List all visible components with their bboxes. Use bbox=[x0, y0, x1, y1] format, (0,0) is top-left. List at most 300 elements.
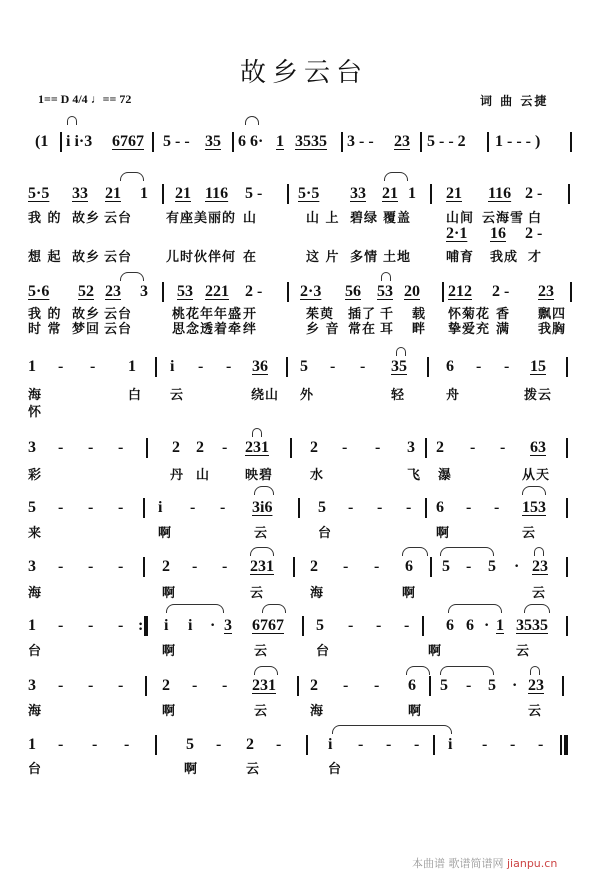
barline bbox=[566, 438, 568, 458]
note: 6 bbox=[466, 617, 474, 634]
repeat-dots: : bbox=[138, 617, 144, 634]
lyric: 千 bbox=[380, 307, 395, 322]
score-line-3 bbox=[0, 357, 608, 379]
note: 3 bbox=[407, 439, 415, 456]
note: 6 bbox=[446, 617, 454, 634]
lyric: 台 bbox=[318, 526, 333, 541]
barline bbox=[487, 132, 489, 152]
lyric: 怀菊花 bbox=[448, 307, 491, 322]
note: - bbox=[190, 499, 196, 516]
barline bbox=[427, 357, 429, 377]
note: 5 bbox=[488, 558, 496, 575]
lyric: 台 bbox=[28, 762, 43, 777]
lyric: 啊 bbox=[162, 704, 177, 719]
barline bbox=[287, 282, 289, 302]
final-barline-thin bbox=[560, 735, 562, 755]
note: 52 bbox=[78, 283, 94, 300]
barline bbox=[290, 438, 292, 458]
credits: 词 曲 云捷 bbox=[480, 94, 549, 108]
note: 23 bbox=[538, 283, 554, 300]
note: - bbox=[276, 736, 282, 753]
lyric: 哺育 bbox=[446, 250, 475, 265]
intro-line bbox=[0, 132, 608, 154]
lyric: 轻 bbox=[391, 388, 406, 403]
barline bbox=[566, 498, 568, 518]
note: 116 bbox=[488, 185, 512, 202]
note: 231 bbox=[250, 558, 274, 575]
lyric: 海 bbox=[28, 586, 43, 601]
note: 2·1 bbox=[446, 225, 468, 242]
note: - bbox=[494, 499, 500, 516]
note: - bbox=[88, 677, 94, 694]
lyric: 绕山 bbox=[251, 388, 280, 403]
note: 2 bbox=[196, 439, 204, 456]
note: · bbox=[210, 617, 216, 634]
lyric: 多情 bbox=[350, 250, 379, 265]
note: - bbox=[220, 499, 226, 516]
note: - bbox=[58, 439, 64, 456]
note: 2 bbox=[310, 558, 318, 575]
lyric: 海 bbox=[28, 388, 43, 403]
note: - bbox=[343, 558, 349, 575]
watermark-brand: jianpu.cn bbox=[507, 857, 558, 870]
note: 6 6· bbox=[238, 133, 264, 150]
note: - bbox=[348, 499, 354, 516]
lyric: 丹 bbox=[170, 468, 185, 483]
lyric: 土地 bbox=[383, 250, 412, 265]
lyric: 碧绿 bbox=[350, 211, 379, 226]
note: 221 bbox=[205, 283, 229, 300]
lyric: 外 bbox=[300, 388, 315, 403]
lyric: 云台 bbox=[104, 250, 133, 265]
note: - bbox=[466, 558, 472, 575]
note: 5 bbox=[442, 558, 450, 575]
note: 3 bbox=[140, 283, 148, 300]
note: 5·5 bbox=[28, 185, 50, 202]
note: 2 - bbox=[525, 185, 543, 202]
note: 2 - bbox=[525, 225, 543, 242]
note: 5·5 bbox=[298, 185, 320, 202]
barline bbox=[429, 676, 431, 696]
lyric: 云 bbox=[250, 586, 265, 601]
note: - bbox=[330, 358, 336, 375]
note: - bbox=[58, 617, 64, 634]
barline bbox=[146, 438, 148, 458]
lyric: 香 bbox=[496, 307, 511, 322]
note: 5 bbox=[488, 677, 496, 694]
lyric: 桃花年年盛 bbox=[172, 307, 243, 322]
lyric: 插了 bbox=[348, 307, 377, 322]
note: 3 bbox=[28, 558, 36, 575]
barline bbox=[422, 616, 424, 636]
note: 23 bbox=[394, 133, 410, 150]
lyric: 思念透着牵 bbox=[172, 322, 243, 337]
note: 36 bbox=[252, 358, 268, 375]
note: 6 bbox=[408, 677, 416, 694]
note: i bbox=[328, 736, 333, 753]
note: 23 bbox=[528, 677, 544, 694]
lyric: 耳 bbox=[380, 322, 395, 337]
lyric: 覆盖 bbox=[383, 211, 412, 226]
note: - bbox=[226, 358, 232, 375]
note: - bbox=[88, 439, 94, 456]
lyric: 海 bbox=[310, 704, 325, 719]
lyric: 故乡 bbox=[72, 307, 101, 322]
lyric: 云 bbox=[246, 762, 261, 777]
note: - bbox=[198, 358, 204, 375]
note: - bbox=[58, 499, 64, 516]
note: 2 bbox=[162, 558, 170, 575]
note: i bbox=[188, 617, 193, 634]
note: - bbox=[500, 439, 506, 456]
note: 5 - - 2 bbox=[427, 133, 466, 150]
note: 3i6 bbox=[252, 499, 273, 516]
lyric: 云 bbox=[522, 526, 537, 541]
lyric: 茱萸 bbox=[306, 307, 335, 322]
lyric: 白 bbox=[128, 388, 143, 403]
barline bbox=[433, 735, 435, 755]
note: - bbox=[192, 677, 198, 694]
note: i i·3 bbox=[66, 133, 93, 150]
lyric: 台 bbox=[316, 644, 331, 659]
key-time-tempo: 1== D 4/4 ♩== 72 bbox=[38, 92, 132, 106]
note: - bbox=[343, 677, 349, 694]
lyric: 有座美丽的 bbox=[166, 211, 237, 226]
lyric: 我成 bbox=[490, 250, 519, 265]
note: - bbox=[88, 499, 94, 516]
note: - bbox=[58, 677, 64, 694]
note: - bbox=[466, 499, 472, 516]
note: 1 bbox=[128, 358, 136, 375]
lyric: 云海雪 bbox=[482, 211, 525, 226]
score-line-8 bbox=[0, 676, 608, 698]
note: 5 bbox=[28, 499, 36, 516]
lyric: 载 bbox=[412, 307, 427, 322]
lyric: 我 的 bbox=[28, 307, 62, 322]
note: 2 bbox=[436, 439, 444, 456]
note: 3 bbox=[224, 617, 232, 634]
score-line-2 bbox=[0, 282, 608, 304]
note: 231 bbox=[245, 439, 269, 456]
lyric: 海 bbox=[310, 586, 325, 601]
lyric: 映碧 bbox=[245, 468, 274, 483]
note: - bbox=[192, 558, 198, 575]
note: 23 bbox=[532, 558, 548, 575]
lyric: 啊 bbox=[162, 586, 177, 601]
note: 21 bbox=[382, 185, 398, 202]
barline bbox=[162, 282, 164, 302]
lyric: 梦回 bbox=[72, 322, 101, 337]
note: 2 - bbox=[245, 283, 263, 300]
lyric: 啊 bbox=[162, 644, 177, 659]
barline bbox=[155, 357, 157, 377]
score-line-1 bbox=[0, 184, 608, 206]
lyric: 云 bbox=[254, 526, 269, 541]
note: - bbox=[476, 358, 482, 375]
barline bbox=[566, 616, 568, 636]
note: - bbox=[470, 439, 476, 456]
note: i bbox=[164, 617, 169, 634]
note: - bbox=[118, 617, 124, 634]
final-barline-thick bbox=[564, 735, 568, 755]
lyric: 台 bbox=[28, 644, 43, 659]
lyric: 开 bbox=[243, 307, 258, 322]
note: - bbox=[222, 558, 228, 575]
note: - bbox=[360, 358, 366, 375]
note: 2·3 bbox=[300, 283, 322, 300]
note: - bbox=[414, 736, 420, 753]
note: - bbox=[377, 499, 383, 516]
note: - bbox=[90, 358, 96, 375]
note: - bbox=[538, 736, 544, 753]
note: - bbox=[118, 558, 124, 575]
note: 1 bbox=[28, 358, 36, 375]
note: · bbox=[484, 617, 490, 634]
lyric: 云 bbox=[532, 586, 547, 601]
note: - bbox=[375, 439, 381, 456]
lyric: 我 的 bbox=[28, 211, 62, 226]
score-line-5 bbox=[0, 498, 608, 520]
note: · bbox=[514, 558, 520, 575]
note: i bbox=[158, 499, 163, 516]
note: 116 bbox=[205, 185, 229, 202]
note: 21 bbox=[175, 185, 191, 202]
lyric: 水 bbox=[310, 468, 325, 483]
lyric: 山 bbox=[243, 211, 258, 226]
lyric: 海 bbox=[28, 704, 43, 719]
lyric: 乡 音 bbox=[306, 322, 340, 337]
barline bbox=[286, 357, 288, 377]
note: 5 bbox=[440, 677, 448, 694]
score-line-4 bbox=[0, 438, 608, 460]
lyric: 在 bbox=[243, 250, 258, 265]
note: 20 bbox=[404, 283, 420, 300]
note: 6767 bbox=[252, 617, 284, 634]
lyric: 云台 bbox=[104, 211, 133, 226]
note: 1 bbox=[28, 617, 36, 634]
lyric: 想 起 bbox=[28, 250, 62, 265]
note: i bbox=[448, 736, 453, 753]
lyric: 台 bbox=[328, 762, 343, 777]
note: 2 - bbox=[492, 283, 510, 300]
barline bbox=[566, 557, 568, 577]
barline bbox=[566, 357, 568, 377]
note: 2 bbox=[172, 439, 180, 456]
lyric: 从天 bbox=[522, 468, 551, 483]
note: 21 bbox=[446, 185, 462, 202]
barline bbox=[145, 676, 147, 696]
score-line-7 bbox=[0, 616, 608, 638]
note: 5 bbox=[186, 736, 194, 753]
note: 5 - - bbox=[163, 133, 190, 150]
note: - bbox=[510, 736, 516, 753]
lyric: 云 bbox=[170, 388, 185, 403]
note: 6 bbox=[405, 558, 413, 575]
note: 23 bbox=[105, 283, 121, 300]
watermark-text: 本曲谱 歌谱简谱网 bbox=[412, 857, 504, 870]
note: 2 bbox=[246, 736, 254, 753]
note: 3 - - bbox=[347, 133, 374, 150]
lyric: 啊 bbox=[428, 644, 443, 659]
note: - bbox=[124, 736, 130, 753]
note: - bbox=[58, 736, 64, 753]
lyric: 才 bbox=[528, 250, 543, 265]
lyric: 绊 bbox=[243, 322, 258, 337]
barline bbox=[297, 676, 299, 696]
note: - bbox=[386, 736, 392, 753]
note: 15 bbox=[530, 358, 546, 375]
note: 33 bbox=[72, 185, 88, 202]
note: 6 bbox=[436, 499, 444, 516]
barline bbox=[420, 132, 422, 152]
note: 231 bbox=[252, 677, 276, 694]
lyric: 彩 bbox=[28, 468, 43, 483]
lyric: 故乡 bbox=[72, 211, 101, 226]
note: - bbox=[58, 558, 64, 575]
barline bbox=[570, 282, 572, 302]
lyric: 这 片 bbox=[306, 250, 340, 265]
score-line-1-alt bbox=[0, 224, 608, 246]
note: 5·6 bbox=[28, 283, 50, 300]
note: 53 bbox=[177, 283, 193, 300]
note: i bbox=[170, 358, 175, 375]
note: 3 bbox=[28, 677, 36, 694]
note: 2 bbox=[310, 439, 318, 456]
note: 6 bbox=[446, 358, 454, 375]
lyric: 山 上 bbox=[306, 211, 340, 226]
barline bbox=[562, 676, 564, 696]
barline bbox=[143, 557, 145, 577]
note: (1 bbox=[35, 133, 49, 150]
note: 1 - - - ) bbox=[495, 133, 541, 150]
lyric: 畔 bbox=[412, 322, 427, 337]
barline bbox=[302, 616, 304, 636]
barline bbox=[425, 498, 427, 518]
lyric: 云 bbox=[528, 704, 543, 719]
note: - bbox=[222, 677, 228, 694]
note: 2 bbox=[310, 677, 318, 694]
note: 21 bbox=[105, 185, 121, 202]
note: 16 bbox=[490, 225, 506, 242]
repeat-barline bbox=[144, 616, 148, 636]
barline bbox=[341, 132, 343, 152]
barline bbox=[155, 735, 157, 755]
lyric: 啊 bbox=[402, 586, 417, 601]
lyric: 满 bbox=[496, 322, 511, 337]
barline bbox=[306, 735, 308, 755]
note: - bbox=[374, 558, 380, 575]
note: - bbox=[348, 617, 354, 634]
lyric: 我胸 bbox=[538, 322, 567, 337]
barline bbox=[570, 132, 572, 152]
lyric: 云 bbox=[516, 644, 531, 659]
note: - bbox=[374, 677, 380, 694]
barline bbox=[162, 184, 164, 204]
note: - bbox=[118, 677, 124, 694]
barline bbox=[298, 498, 300, 518]
barline bbox=[430, 184, 432, 204]
lyric: 山 bbox=[196, 468, 211, 483]
note: 1 bbox=[408, 185, 416, 202]
lyric: 啊 bbox=[436, 526, 451, 541]
barline bbox=[425, 438, 427, 458]
barline bbox=[293, 557, 295, 577]
lyric: 常在 bbox=[348, 322, 377, 337]
barline bbox=[60, 132, 62, 152]
note: 3535 bbox=[516, 617, 548, 634]
note: 5 bbox=[318, 499, 326, 516]
lyric: 云 bbox=[254, 644, 269, 659]
score-line-9 bbox=[0, 735, 608, 757]
note: 2 bbox=[162, 677, 170, 694]
note: - bbox=[358, 736, 364, 753]
barline bbox=[430, 557, 432, 577]
barline bbox=[232, 132, 234, 152]
note: - bbox=[482, 736, 488, 753]
note: 5 bbox=[300, 358, 308, 375]
lyric: 怀 bbox=[28, 405, 43, 420]
lyric: 飘四 bbox=[538, 307, 567, 322]
barline bbox=[442, 282, 444, 302]
note: - bbox=[118, 439, 124, 456]
note: 35 bbox=[391, 358, 407, 375]
note: - bbox=[216, 736, 222, 753]
lyric: 瀑 bbox=[438, 468, 453, 483]
note: 5 - bbox=[245, 185, 263, 202]
note: 5 bbox=[316, 617, 324, 634]
note: - bbox=[404, 617, 410, 634]
lyric: 啊 bbox=[408, 704, 423, 719]
note: 3535 bbox=[295, 133, 327, 150]
lyric: 云台 bbox=[104, 322, 133, 337]
note: 153 bbox=[522, 499, 546, 516]
lyric: 啊 bbox=[184, 762, 199, 777]
note: - bbox=[92, 736, 98, 753]
lyric: 云 bbox=[254, 704, 269, 719]
barline bbox=[287, 184, 289, 204]
lyric: 来 bbox=[28, 526, 43, 541]
lyric: 云台 bbox=[104, 307, 133, 322]
note: 6767 bbox=[112, 133, 144, 150]
note: 1 bbox=[276, 133, 284, 150]
note: - bbox=[118, 499, 124, 516]
barline bbox=[143, 498, 145, 518]
page-title: 故乡云台 bbox=[239, 58, 368, 88]
lyric: 白 bbox=[528, 211, 543, 226]
note: - bbox=[222, 439, 228, 456]
note: 1 bbox=[28, 736, 36, 753]
barline bbox=[152, 132, 154, 152]
note: - bbox=[406, 499, 412, 516]
note: 1 bbox=[140, 185, 148, 202]
note: 63 bbox=[530, 439, 546, 456]
note: - bbox=[466, 677, 472, 694]
note: 35 bbox=[205, 133, 221, 150]
note: - bbox=[88, 558, 94, 575]
lyric: 山间 bbox=[446, 211, 475, 226]
lyric: 故乡 bbox=[72, 250, 101, 265]
note: - bbox=[88, 617, 94, 634]
lyric: 儿时伙伴何 bbox=[166, 250, 237, 265]
note: - bbox=[342, 439, 348, 456]
note: 1 bbox=[496, 617, 504, 634]
note: · bbox=[512, 677, 518, 694]
note: 56 bbox=[345, 283, 361, 300]
note: - bbox=[376, 617, 382, 634]
note: 3 bbox=[28, 439, 36, 456]
note: - bbox=[504, 358, 510, 375]
lyric: 时 常 bbox=[28, 322, 62, 337]
